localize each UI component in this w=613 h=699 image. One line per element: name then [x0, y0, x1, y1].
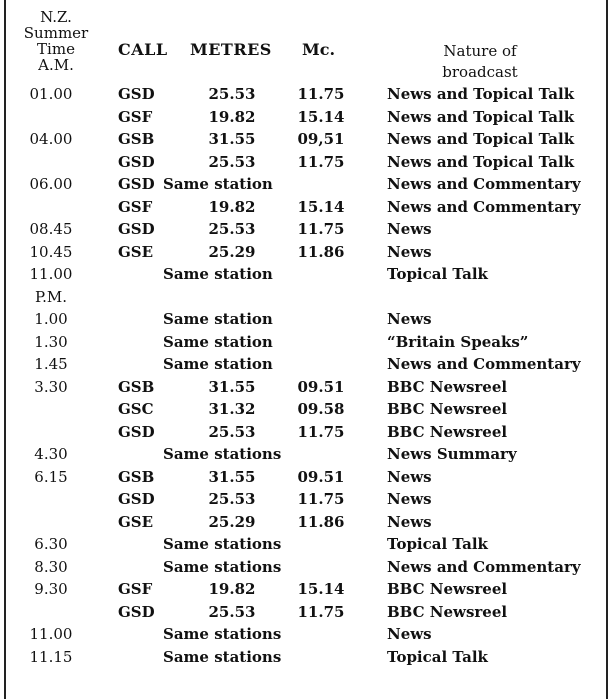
same-station-cell: Same stations	[163, 535, 282, 553]
time-cell: 8.30	[34, 557, 68, 576]
time-cell: 1.45	[34, 355, 68, 373]
metres-cell: 31.55	[208, 377, 256, 396]
header-nature-line: Nature of	[443, 42, 517, 60]
table-row	[0, 263, 613, 286]
time-cell: 6.30	[34, 535, 68, 553]
same-station-cell: Same station	[163, 355, 273, 373]
nature-cell: News and Topical Talk	[387, 130, 575, 148]
same-station-cell: Same station	[163, 310, 273, 328]
table-row	[0, 398, 613, 421]
megacycles-cell: 11.75	[297, 422, 345, 441]
table-row	[0, 601, 613, 624]
call-sign-cell: GSD	[118, 602, 155, 621]
table-row	[0, 308, 613, 331]
table-row	[0, 83, 613, 106]
metres-cell: 25.53	[208, 602, 256, 621]
nature-cell: News	[387, 625, 432, 643]
table-row	[0, 286, 613, 309]
table-row	[0, 173, 613, 196]
header-time	[20, 9, 92, 73]
time-cell: 6.15	[34, 467, 68, 486]
header-time-line: Summer	[23, 24, 89, 42]
time-cell: 10.45	[29, 242, 73, 261]
time-cell: 1.00	[34, 310, 68, 328]
metres-cell: 25.53	[208, 490, 256, 508]
megacycles-cell: 15.14	[297, 107, 345, 126]
header-time-line: A.M.	[38, 56, 74, 74]
nature-cell: Topical Talk	[387, 535, 488, 553]
table-row	[0, 331, 613, 354]
time-cell: P.M.	[35, 287, 67, 306]
metres-cell: 31.32	[208, 400, 256, 418]
table-row	[0, 421, 613, 444]
nature-cell: News and Commentary	[387, 557, 581, 576]
same-station-cell: Same stations	[163, 445, 282, 463]
header-mc: Mc.	[302, 40, 336, 59]
call-sign-cell: GSD	[118, 85, 155, 103]
table-row	[0, 196, 613, 219]
table-row	[0, 241, 613, 264]
time-cell: 3.30	[34, 377, 68, 396]
megacycles-cell: 15.14	[297, 197, 345, 216]
metres-cell: 31.55	[208, 130, 256, 148]
same-station-cell: Same station	[163, 175, 273, 193]
same-station-cell: Same stations	[163, 557, 282, 576]
metres-cell: 19.82	[208, 197, 256, 216]
time-cell: 11.00	[29, 265, 73, 283]
nature-cell: News and Topical Talk	[387, 152, 575, 171]
metres-cell: 25.29	[208, 512, 256, 531]
time-cell: 11.00	[29, 625, 73, 643]
nature-cell: News and Commentary	[387, 175, 581, 193]
header-metres: METRES	[190, 40, 272, 59]
nature-cell: BBC Newsreel	[387, 377, 508, 396]
table-row	[0, 623, 613, 646]
megacycles-cell: 11.75	[297, 602, 345, 621]
header-time-line: Time	[37, 40, 75, 58]
nature-cell: Topical Talk	[387, 647, 488, 666]
call-sign-cell: GSE	[118, 512, 154, 531]
time-cell: 9.30	[34, 580, 68, 598]
nature-cell: BBC Newsreel	[387, 580, 508, 598]
same-station-cell: Same station	[163, 332, 273, 351]
table-row	[0, 128, 613, 151]
nature-cell: BBC Newsreel	[387, 400, 508, 418]
call-sign-cell: GSB	[118, 130, 155, 148]
same-station-cell: Same stations	[163, 647, 282, 666]
nature-cell: News	[387, 310, 432, 328]
metres-cell: 25.53	[208, 422, 256, 441]
call-sign-cell: GSF	[118, 107, 153, 126]
table-row	[0, 443, 613, 466]
megacycles-cell: 11.75	[297, 490, 345, 508]
nature-cell: News and Commentary	[387, 197, 581, 216]
table-row	[0, 556, 613, 579]
megacycles-cell: 09.58	[297, 400, 345, 418]
call-sign-cell: GSB	[118, 467, 155, 486]
call-sign-cell: GSD	[118, 175, 155, 193]
megacycles-cell: 11.86	[297, 512, 345, 531]
megacycles-cell: 11.75	[297, 152, 345, 171]
header-nature	[410, 41, 550, 83]
metres-cell: 25.53	[208, 85, 256, 103]
table-row	[0, 646, 613, 669]
time-cell: 06.00	[29, 175, 73, 193]
time-cell: 1.30	[34, 332, 68, 351]
header-nature-line: broadcast	[442, 63, 518, 81]
table-row	[0, 151, 613, 174]
table-row	[0, 488, 613, 511]
nature-cell: News and Topical Talk	[387, 107, 575, 126]
call-sign-cell: GSD	[118, 152, 155, 171]
metres-cell: 25.53	[208, 152, 256, 171]
call-sign-cell: GSF	[118, 197, 153, 216]
metres-cell: 31.55	[208, 467, 256, 486]
call-sign-cell: GSF	[118, 580, 153, 598]
nature-cell: “Britain Speaks”	[387, 332, 529, 351]
metres-cell: 19.82	[208, 107, 256, 126]
megacycles-cell: 15.14	[297, 580, 345, 598]
time-cell: 01.00	[29, 85, 73, 103]
metres-cell: 19.82	[208, 580, 256, 598]
nature-cell: News and Topical Talk	[387, 85, 575, 103]
nature-cell: BBC Newsreel	[387, 602, 508, 621]
time-cell: 04.00	[29, 130, 73, 148]
same-station-cell: Same stations	[163, 625, 282, 643]
time-cell: 08.45	[29, 220, 73, 238]
call-sign-cell: GSB	[118, 377, 155, 396]
table-row	[0, 218, 613, 241]
megacycles-cell: 09,51	[297, 130, 345, 148]
call-sign-cell: GSD	[118, 490, 155, 508]
nature-cell: News	[387, 220, 432, 238]
megacycles-cell: 11.75	[297, 85, 345, 103]
nature-cell: Topical Talk	[387, 265, 488, 283]
nature-cell: News	[387, 490, 432, 508]
megacycles-cell: 11.75	[297, 220, 345, 238]
call-sign-cell: GSC	[118, 400, 154, 418]
time-cell: 4.30	[34, 445, 68, 463]
call-sign-cell: GSD	[118, 422, 155, 441]
metres-cell: 25.29	[208, 242, 256, 261]
table-row	[0, 106, 613, 129]
nature-cell: News	[387, 467, 432, 486]
megacycles-cell: 11.86	[297, 242, 345, 261]
table-row	[0, 466, 613, 489]
time-cell: 11.15	[29, 647, 73, 666]
table-row	[0, 511, 613, 534]
same-station-cell: Same station	[163, 265, 273, 283]
schedule-table	[0, 83, 613, 668]
table-row	[0, 578, 613, 601]
header-time-line: N.Z.	[40, 8, 72, 26]
call-sign-cell: GSE	[118, 242, 154, 261]
call-sign-cell: GSD	[118, 220, 155, 238]
nature-cell: News	[387, 512, 432, 531]
table-row	[0, 353, 613, 376]
table-row	[0, 533, 613, 556]
nature-cell: News and Commentary	[387, 355, 581, 373]
megacycles-cell: 09.51	[297, 467, 345, 486]
nature-cell: News Summary	[387, 445, 517, 463]
megacycles-cell: 09.51	[297, 377, 345, 396]
metres-cell: 25.53	[208, 220, 256, 238]
table-row	[0, 376, 613, 399]
header-call: CALL	[118, 40, 168, 59]
nature-cell: News	[387, 242, 432, 261]
nature-cell: BBC Newsreel	[387, 422, 508, 441]
